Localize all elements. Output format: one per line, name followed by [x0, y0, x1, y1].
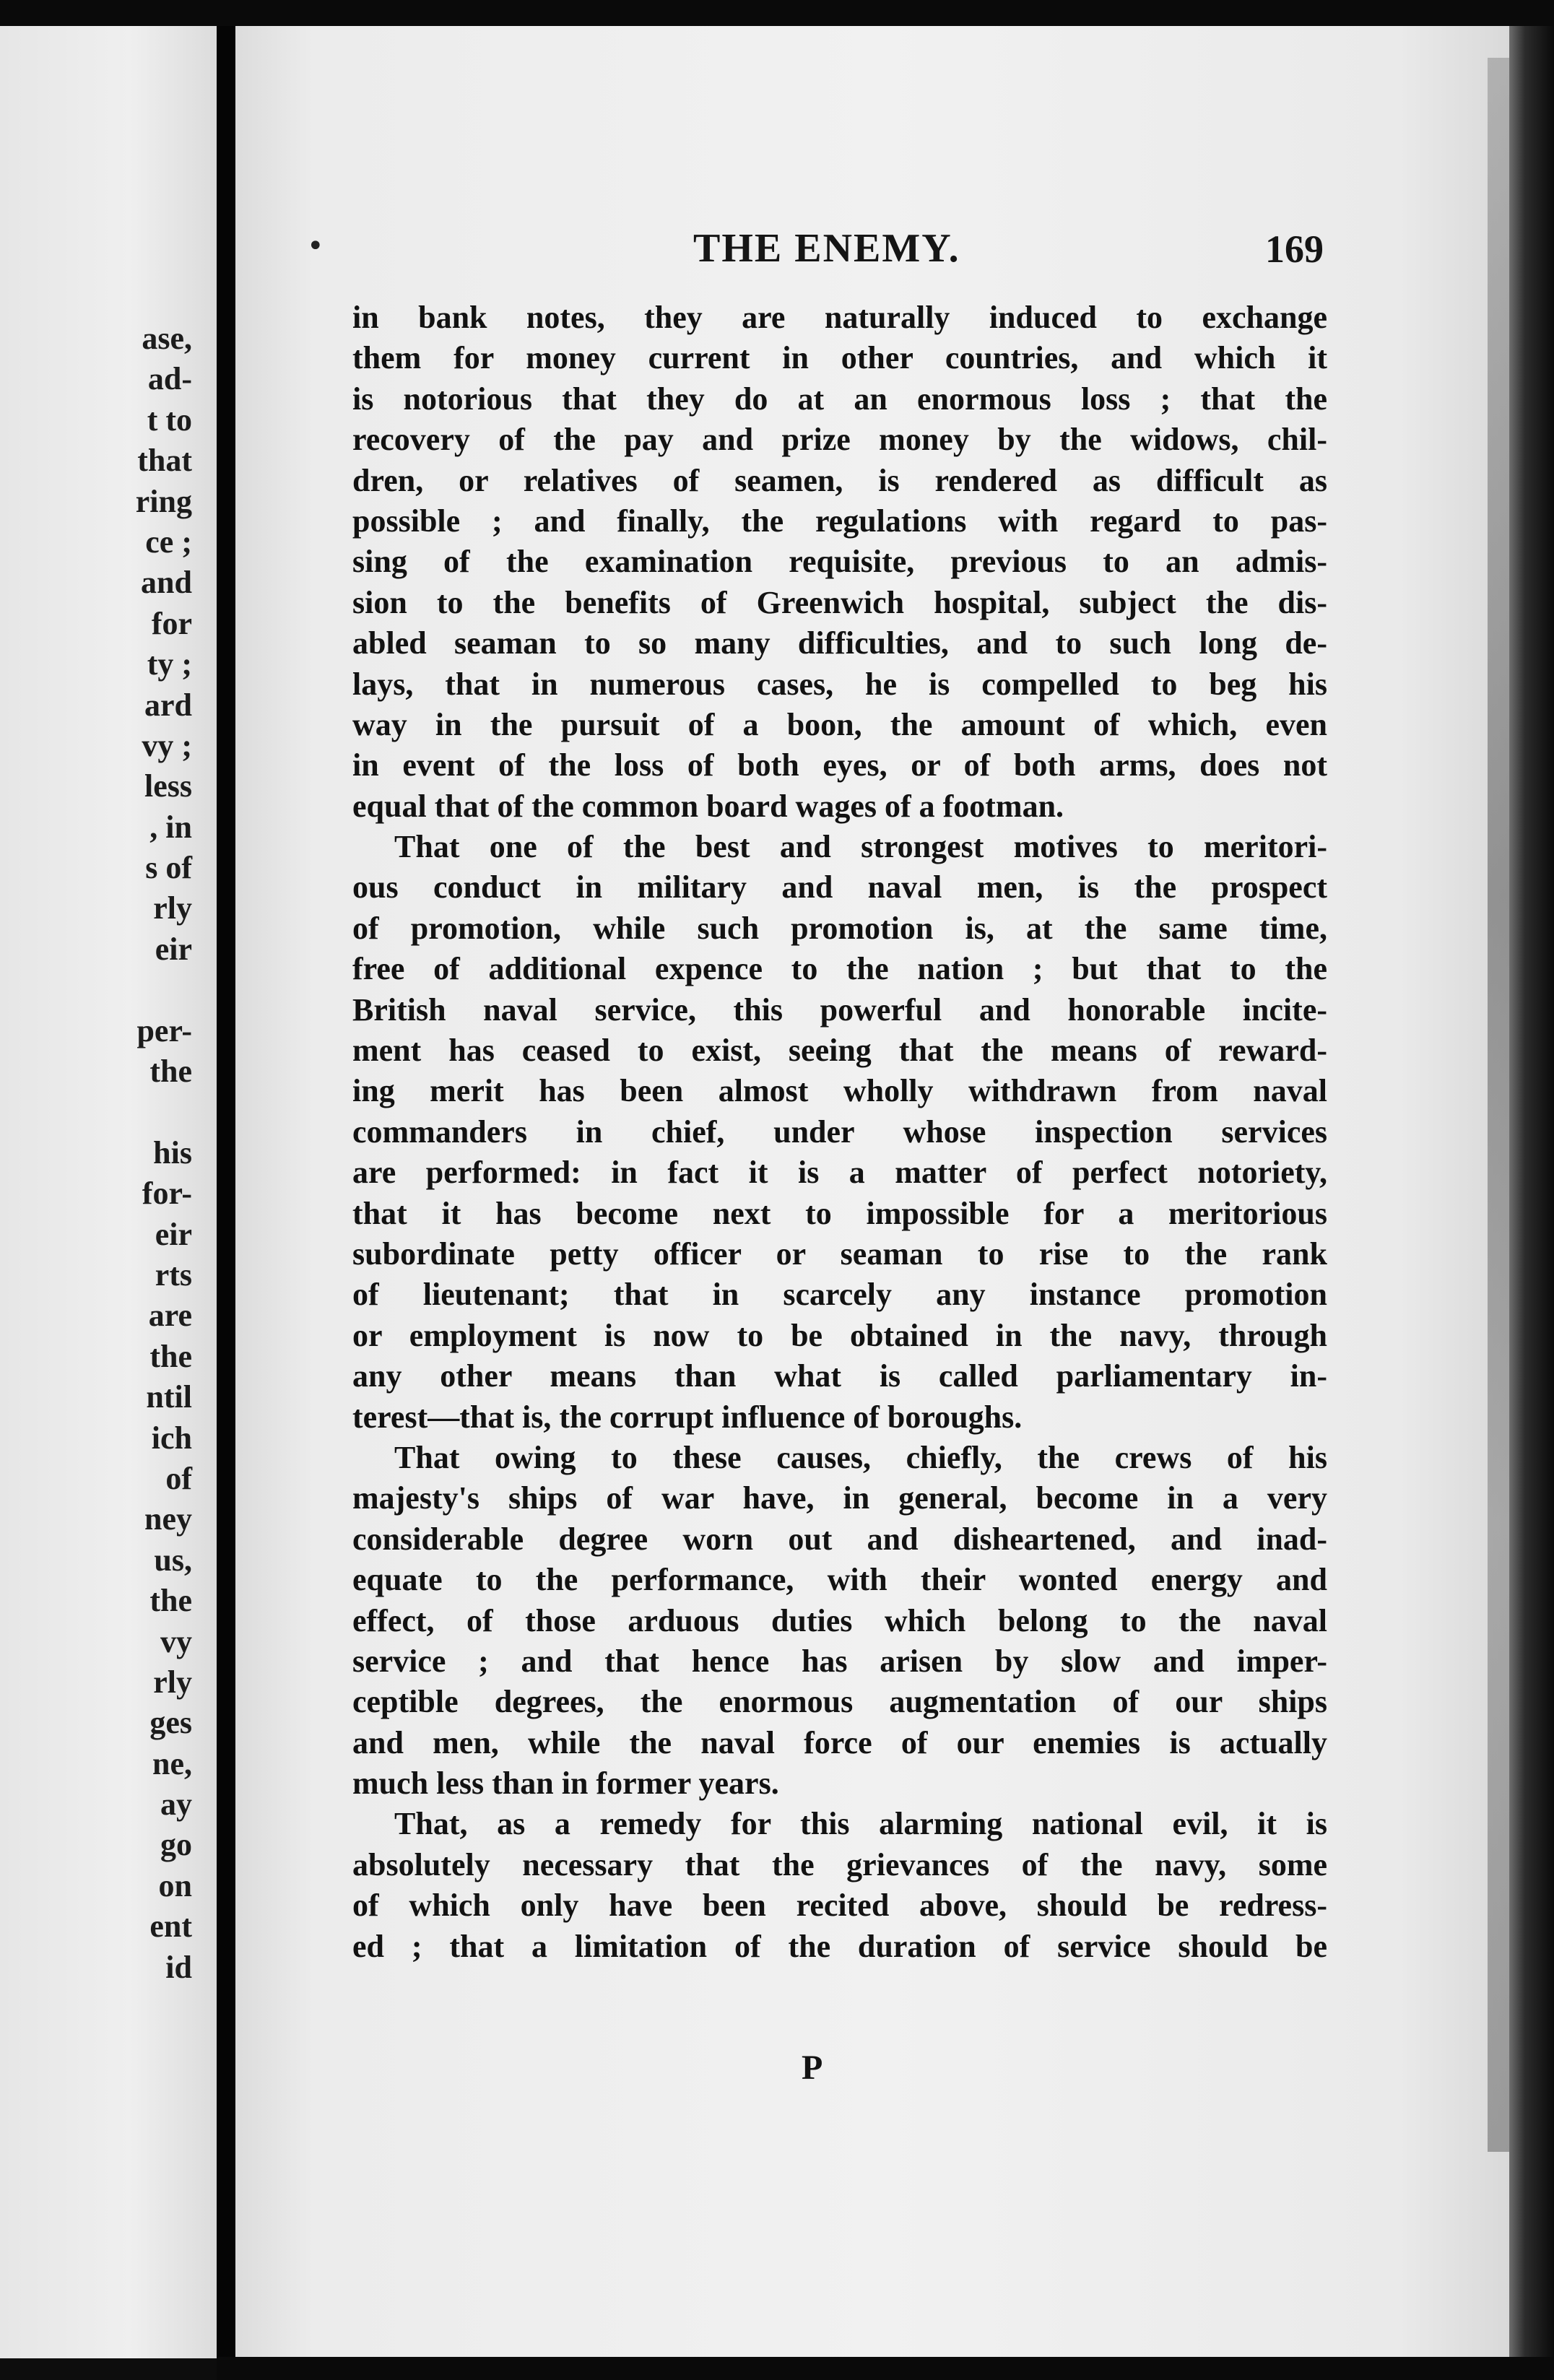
paragraph	[352, 827, 1327, 1438]
book-gutter	[217, 26, 235, 2380]
facing-page-fragment: the	[149, 1583, 192, 1619]
text-line: dren, or relatives of seamen, is rendered as difficult as	[352, 462, 1327, 498]
facing-page-fragment: ntil	[146, 1379, 192, 1415]
text-line: considerable degree worn out and disheartened, and inad-	[352, 1521, 1327, 1557]
facing-page-fragment: ad-	[147, 361, 192, 397]
facing-page-fragment: s of	[145, 850, 192, 886]
text-line: British naval service, this powerful and honorable incite-	[352, 991, 1327, 1028]
page-number: 169	[1265, 227, 1324, 271]
text-line: lays, that in numerous cases, he is compelled to beg his	[352, 666, 1327, 702]
text-line: service ; and that hence has arisen by slow and imper-	[352, 1643, 1327, 1679]
facing-page-fragment: , in	[149, 809, 192, 845]
facing-page-fragment: ney	[144, 1501, 192, 1537]
facing-page-fragment: are	[148, 1298, 192, 1334]
text-line: of promotion, while such promotion is, at the same time,	[352, 910, 1327, 946]
facing-page-fragment: ay	[160, 1786, 192, 1823]
text-line: ed ; that a limitation of the duration of service should be	[352, 1928, 1327, 1964]
facing-page-fragment	[136, 970, 192, 1010]
text-line: way in the pursuit of a boon, the amount of which, even	[352, 706, 1327, 742]
facing-page-fragment: us,	[154, 1542, 192, 1578]
text-line: of lieutenant; that in scarcely any instance promotion	[352, 1277, 1327, 1313]
text-line: sion to the benefits of Greenwich hospital, subject the dis-	[352, 584, 1327, 620]
running-header-title: THE ENEMY.	[693, 226, 960, 271]
paragraph	[352, 1804, 1327, 1967]
text-line: free of additional expence to the nation ; but that to the	[352, 951, 1327, 987]
facing-page-fragment: eir	[155, 931, 192, 967]
text-line: recovery of the pay and prize money by the widows, chil-	[352, 422, 1327, 458]
text-line: That owing to these causes, chiefly, the crews of his	[394, 1439, 1327, 1475]
text-line: equal that of the common board wages of a footman.	[352, 788, 1064, 824]
text-line: terest—that is, the corrupt influence of boroughs.	[352, 1399, 1023, 1435]
facing-page-fragment	[136, 1092, 192, 1132]
text-line: are performed: in fact it is a matter of perfect notoriety,	[352, 1155, 1327, 1191]
text-line: them for money current in other countries, and which it	[352, 340, 1327, 376]
facing-page-fragment: rly	[153, 1664, 192, 1700]
text-line: ment has ceased to exist, seeing that the means of reward-	[352, 1033, 1327, 1069]
facing-page-fragment: ase,	[142, 321, 192, 356]
facing-page-fragment: id	[165, 1949, 192, 1985]
scan-border-top	[0, 0, 1554, 29]
text-line: of which only have been recited above, should be redress-	[352, 1888, 1327, 1924]
facing-page-fragment: ty ;	[147, 646, 192, 682]
paragraph	[352, 298, 1327, 827]
facing-page-fragment: ard	[144, 687, 192, 723]
facing-page-fragment: ne,	[152, 1745, 192, 1781]
text-line: much less than in former years.	[352, 1766, 779, 1802]
facing-page-fragment: vy ;	[142, 727, 192, 763]
facing-page-fragment: the	[149, 1338, 192, 1374]
text-line: majesty's ships of war have, in general, become in a very	[352, 1480, 1327, 1516]
text-line: in event of the loss of both eyes, or of both arms, does not	[352, 747, 1327, 783]
facing-page-fragment: ent	[149, 1908, 192, 1945]
facing-page-fragment: ich	[151, 1420, 192, 1456]
ink-dot: •	[307, 230, 324, 263]
facing-page-fragment: that	[137, 443, 192, 479]
text-line: That one of the best and strongest motives to meritori-	[394, 829, 1327, 865]
facing-page-fragment: for	[151, 605, 192, 641]
facing-page-fragment: less	[144, 768, 192, 804]
facing-page-fragment: his	[153, 1134, 192, 1171]
text-line: or employment is now to be obtained in the navy, through	[352, 1317, 1327, 1353]
facing-page-fragment: rts	[155, 1256, 192, 1293]
facing-page-fragment: ring	[135, 483, 192, 519]
text-line: is notorious that they do at an enormous loss ; that the	[352, 381, 1327, 417]
facing-page-fragment: rly	[153, 890, 192, 926]
text-line: in bank notes, they are naturally induced to exchange	[352, 300, 1327, 335]
text-line: possible ; and finally, the regulations with regard to pas-	[352, 503, 1327, 539]
facing-page-fragment: the	[149, 1054, 192, 1090]
facing-page-fragment: go	[160, 1827, 192, 1863]
facing-page-fragment: ce ;	[145, 524, 192, 560]
facing-page-fragment: on	[158, 1867, 192, 1903]
text-line: effect, of those arduous duties which belong to the naval	[352, 1602, 1327, 1638]
facing-page-fragment: eir	[155, 1216, 192, 1252]
text-line: equate to the performance, with their wonted energy and	[352, 1562, 1327, 1598]
text-line: That, as a remedy for this alarming national evil, it is	[394, 1806, 1327, 1842]
text-line: absolutely necessary that the grievances of the navy, some	[352, 1846, 1327, 1882]
text-line: sing of the examination requisite, previous to an admis-	[352, 544, 1327, 580]
facing-page-fragment: for-	[142, 1176, 192, 1212]
text-line: any other means than what is called parliamentary in-	[352, 1358, 1327, 1394]
text-line: and men, while the naval force of our enemies is actually	[352, 1724, 1327, 1760]
facing-page-fragment: per-	[136, 1012, 192, 1048]
text-line: abled seaman to so many difficulties, and to such long de-	[352, 625, 1327, 661]
facing-page-left	[0, 26, 217, 2358]
facing-page-fragment: of	[165, 1460, 192, 1496]
text-line: that it has become next to impossible for a meritorious	[352, 1195, 1327, 1231]
text-line: ous conduct in military and naval men, is the prospect	[352, 869, 1327, 905]
facing-page-fragment: ges	[149, 1705, 192, 1741]
facing-page-fragment: and	[141, 565, 192, 601]
facing-page-fragment: t to	[147, 401, 192, 438]
body-text	[352, 298, 1327, 1967]
text-line: ing merit has been almost wholly withdrawn from naval	[352, 1073, 1327, 1109]
scan-border-right	[1509, 26, 1554, 2380]
scan-border-bottom	[217, 2357, 1554, 2380]
facing-page-text-fragments	[136, 318, 192, 1988]
signature-mark: P	[802, 2049, 823, 2087]
text-line: commanders in chief, under whose inspection services	[352, 1113, 1327, 1150]
text-line: subordinate petty officer or seaman to rise to the rank	[352, 1235, 1327, 1272]
text-line: ceptible degrees, the enormous augmentation of our ships	[352, 1684, 1327, 1720]
facing-page-fragment: vy	[160, 1623, 192, 1659]
paragraph	[352, 1438, 1327, 1804]
